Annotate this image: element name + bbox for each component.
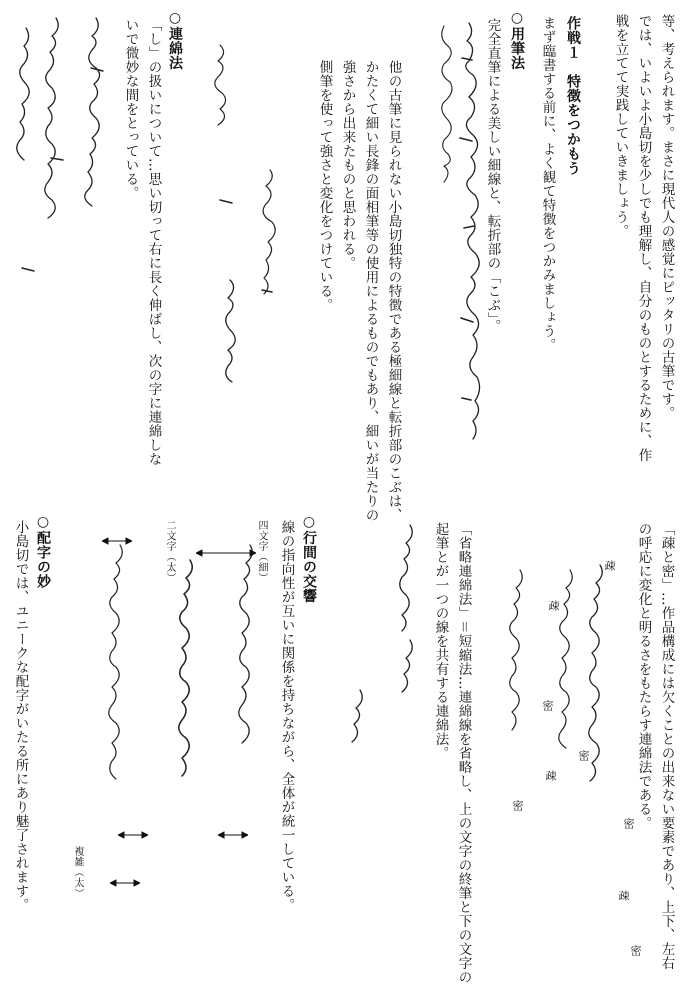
haiji-heading: ○配字の妙 <box>35 514 51 589</box>
sparse-dense-label: 疎 <box>617 890 630 902</box>
abbrev-text-2: 起筆とが一つの線を共有する連綿法。 <box>432 522 449 760</box>
arrow-connector <box>218 830 248 840</box>
strategy-text: まず臨書する前に、よく観て特徴をつかみましょう。 <box>539 16 556 352</box>
somitsu-text-2: の呼応に変化と明るさをもたらす連綿法である。 <box>635 522 652 830</box>
intro-line-3: 戦を立てて実践していきましょう。 <box>612 14 629 238</box>
calligraphy-sample-abbrev <box>340 520 430 760</box>
brush-text-1: 完全直筆による美しい細線と、転折部の「こぶ」。 <box>484 18 501 334</box>
renmen-text-2: いで微妙な間をとっている。 <box>122 18 139 200</box>
somitsu-text-1: 「疎と密」…作品構成には欠くことの出来ない要素であり、上下、左右 <box>658 522 675 970</box>
strategy-title: 作戦１ 特徴をつかもう <box>565 16 581 176</box>
gyoukan-heading: ○行間の交響 <box>301 514 317 603</box>
sparse-dense-label: 疎 <box>547 600 560 612</box>
intro-line-2: では、いよいよ小島切を少しでも理解し、自分のものとするために、作 <box>635 14 652 462</box>
sparse-dense-label: 疎 <box>603 560 616 572</box>
intro-line-1: 等、考えられます。まさに現代人の感覚にピッタリの古筆です。 <box>658 14 675 420</box>
brush-text-5: 側筆を使って強さと変化をつけている。 <box>316 60 333 312</box>
abbrev-text-1: 「省略連綿法」＝短縮法…連綿線を省略し、上の文字の終筆と下の文字の <box>455 522 472 984</box>
label-four-chars: 四文字（細） <box>256 520 267 583</box>
gyoukan-text: 線の指向性が互いに関係を持ちながら、全体が統一している。 <box>278 520 295 912</box>
renmen-text-1: 「し」の扱いについて…思い切って右に長く伸ばし、次の字に連綿しな <box>145 18 162 466</box>
calligraphy-sample-middle <box>200 40 290 410</box>
sparse-dense-label: 密 <box>629 945 642 957</box>
label-complex: 複雑（太） <box>72 846 83 899</box>
calligraphy-sample-renmen <box>6 8 116 428</box>
brush-heading: ○用筆法 <box>509 10 525 70</box>
haiji-text: 小島切では、ユニークな配字がいたる所にあり魅了されます。 <box>12 520 29 912</box>
sparse-dense-label: 密 <box>511 800 524 812</box>
sparse-dense-label: 密 <box>577 750 590 762</box>
label-two-chars: 二文字（太） <box>164 520 175 583</box>
arrow-connector <box>110 878 140 888</box>
brush-text-3: かたくて細い長鋒の面相筆等の使用によるものでもあり、細いが当たりの <box>362 60 379 522</box>
renmen-heading: ○連綿法 <box>167 10 183 70</box>
sparse-dense-label: 密 <box>541 700 554 712</box>
arrow-connector <box>196 548 256 558</box>
sparse-dense-label: 密 <box>622 818 635 830</box>
calligraphy-sample-somitsu <box>495 560 615 960</box>
arrow-connector <box>102 536 132 546</box>
brush-text-2: 他の古筆に見られない小島切独特の特徴である極細線と転折部のこぶは、 <box>385 60 402 522</box>
calligraphy-sample-brush <box>414 18 489 458</box>
sparse-dense-label: 疎 <box>544 770 557 782</box>
brush-text-4: 強さから出来たものと思われる。 <box>339 60 356 270</box>
arrow-connector <box>118 830 148 840</box>
